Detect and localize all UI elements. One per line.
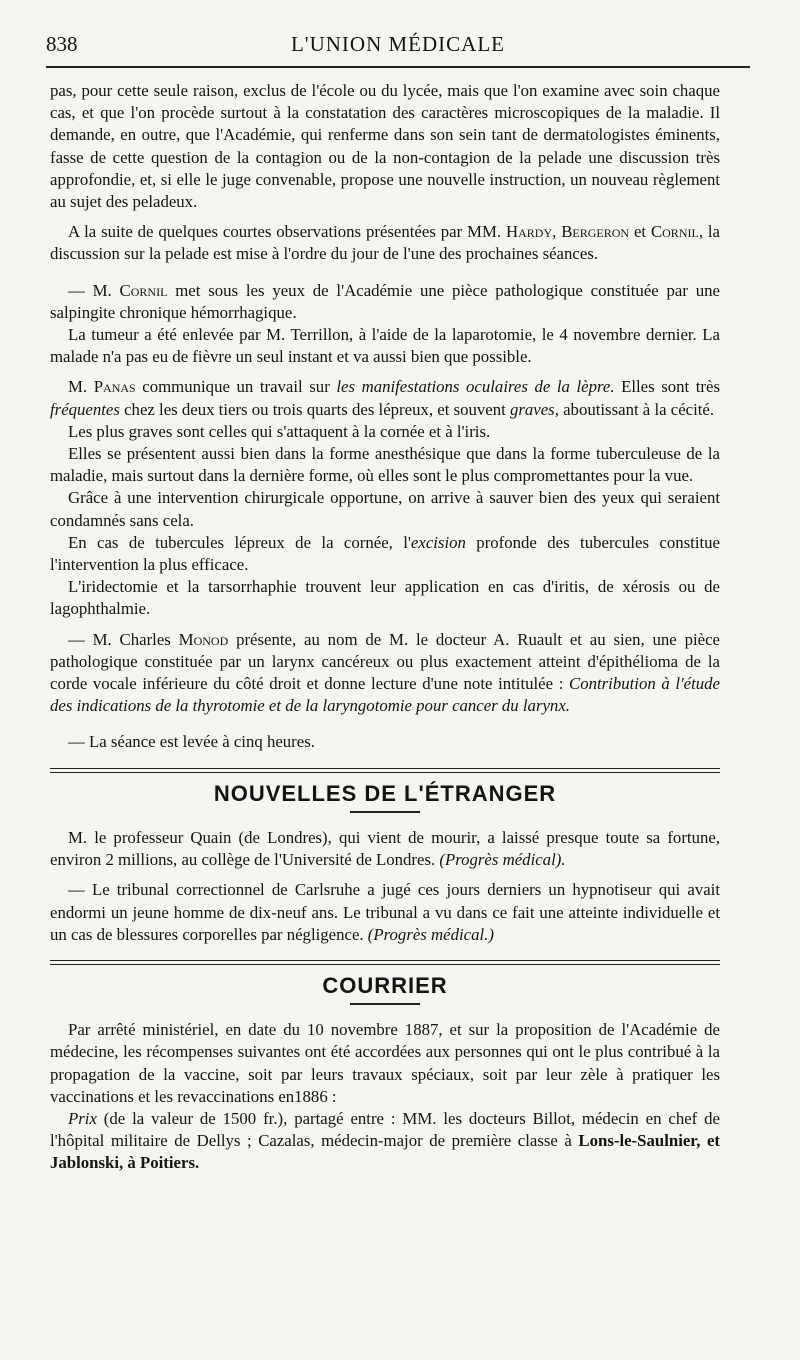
paragraph-excision [50, 532, 720, 576]
text: , [552, 222, 562, 242]
paragraph-text: Elles se présentent aussi bien dans la forme anesthésique que dans la forme tuberculeuse de la maladie, mais surtout dans la dernière forme, où elles sont le plus compromettantes pour la vue. [50, 444, 720, 486]
emphasis: graves [509, 399, 555, 419]
paragraph-text: L'iridectomie et la tarsorrhaphie trouvent leur application en cas d'iritis, de xérosis ou de lagophthalmie. [50, 577, 720, 619]
text: — M. [68, 280, 120, 300]
paragraph-monod-larynx [50, 629, 720, 718]
news-text: M. le professeur Quain (de Londres), qui vient de mourir, a laissé presque toute sa fortune, environ 2 millions, au collège de l'Université de Londres. [50, 827, 720, 870]
text: , aboutissant à la cécité. [554, 399, 715, 419]
paragraph-pelade-discussion [50, 221, 720, 265]
name-monod: Monod [178, 629, 229, 649]
section-divider [50, 768, 720, 773]
paragraph-seance-levee [50, 731, 720, 753]
paragraph-text: Grâce à une intervention chirurgicale opportune, on arrive à sauver bien des yeux qui seraient condamnés sans cela. [50, 488, 720, 530]
note-title: Contribution à l'étude des indications de la thyrotomie et de la laryngotomie pour cancer du larynx. [50, 674, 720, 716]
name-bergeron: Bergeron [561, 222, 630, 242]
page-number: 838 [46, 32, 78, 56]
journal-title: L'UNION MÉDICALE [290, 32, 505, 56]
text: En cas de tubercules lépreux de la cornée, l' [68, 532, 411, 552]
text: communique un travail sur [135, 377, 337, 397]
paragraph-cornil-salpingite [50, 280, 720, 324]
emphasis: fréquentes [50, 399, 120, 419]
header-rule [46, 66, 750, 68]
text: chez les deux tiers ou trois quarts des lépreux, et souvent [119, 399, 510, 419]
section-divider [50, 960, 720, 965]
paragraph-text: La tumeur a été enlevée par M. Terrillon, à l'aide de la laparotomie, le 4 novembre dernier. La malade n'a pas eu de fièvre un seul instant et va aussi bien que possible. [50, 325, 720, 367]
paragraph-text: — La séance est levée à cinq heures. [68, 732, 315, 752]
courrier-arrete [50, 1019, 720, 1108]
paragraph-graves [50, 421, 720, 443]
text: — M. Charles [68, 629, 179, 649]
heading-nouvelles: NOUVELLES DE L'ÉTRANGER [213, 780, 557, 806]
news-quain [50, 827, 720, 871]
paragraph-tumeur [50, 324, 720, 368]
paragraph-text: Les plus graves sont celles qui s'attaquent à la cornée et à l'iris. [68, 421, 491, 441]
bold-text: Lons-le-Saulnier, et Jablonski, à Poitiers. [50, 1131, 720, 1173]
text: profonde des tubercules constitue l'intervention la plus efficace. [50, 532, 720, 575]
news-source: (Progrès médical). [439, 850, 566, 870]
text: A la suite de quelques courtes observations présentées par MM. [68, 222, 506, 242]
name-hardy: Hardy [505, 222, 553, 242]
paragraph-iridectomie [50, 576, 720, 620]
paragraph-formes [50, 443, 720, 487]
heading-courrier: COURRIER [322, 972, 448, 998]
text: met sous les yeux de l'Académie une pièce pathologique constituée par une salpingite chronique hémorrhagique. [50, 280, 720, 322]
paragraph-intervention [50, 487, 720, 531]
text: M. [68, 377, 94, 397]
heading-underline [350, 1003, 420, 1005]
text: Elles sont très [614, 377, 721, 397]
courrier-prix [50, 1108, 720, 1175]
name-cornil: Cornil [650, 222, 699, 242]
article-body [50, 80, 720, 1175]
news-carlsruhe [50, 879, 720, 946]
work-title: les manifestations oculaires de la lèpre. [336, 377, 615, 397]
text: (de la valeur de 1500 fr.), partagé entre : MM. les docteurs Billot, médecin en chef de l'hôpital militaire de Dellys ; Cazalas, médecin-major de première classe à [50, 1108, 720, 1151]
text: , la discussion sur la pelade est mise à l'ordre du jour de l'une des prochaines séances. [50, 222, 721, 264]
courrier-text: Par arrêté ministériel, en date du 10 novembre 1887, et sur la proposition de l'Académie de médecine, les récompenses suivantes ont été accordées aux personnes qui ont le plus contribué à la propagation de la vaccine, soit par leurs travaux spéciaux, soit par leur zèle à pratiquer les vaccinations et les revaccinations en1886 : [50, 1020, 720, 1106]
name-cornil: Cornil [119, 280, 168, 300]
text: présente, au nom de M. le docteur A. Ruault et au sien, une pièce pathologique constituée par un larynx cancéreux ou plus exactement atteint d'épithélioma de la corde vocale inférieure du côté droit et donne lecture d'une note intitulée : [50, 629, 720, 694]
text: et [629, 222, 651, 242]
paragraph-pelade-instruction [50, 80, 720, 213]
emphasis: excision [410, 532, 466, 552]
news-source: (Progrès médical.) [367, 924, 494, 944]
news-text: — Le tribunal correctionnel de Carlsruhe a jugé ces jours derniers un hypnotiseur qui avait endormi un jeune homme de dix-neuf ans. Le tribunal a vu dans ce fait une atteinte individuelle et un cas de blessures corporelles par négligence. [50, 880, 720, 944]
paragraph-panas-lepre [50, 376, 720, 420]
name-panas: Panas [93, 377, 136, 397]
emphasis: Prix [68, 1108, 97, 1128]
page-header [46, 30, 750, 58]
heading-underline [350, 811, 420, 813]
paragraph-text: pas, pour cette seule raison, exclus de l'école ou du lycée, mais que l'on examine avec soin chaque cas, et que l'on procède surtout à la constatation des caractères microscopiques de la maladie. Il demande, en outre, que l'Académie, qui renferme dans son sein tant de dermatologistes éminents, fasse de cette question de la contagion ou de la non-contagion de la pelade une discussion très approfondie, et, si elle le juge convenable, propose une nouvelle instruction, un nouveau règlement au sujet des peladeux. [50, 81, 720, 212]
